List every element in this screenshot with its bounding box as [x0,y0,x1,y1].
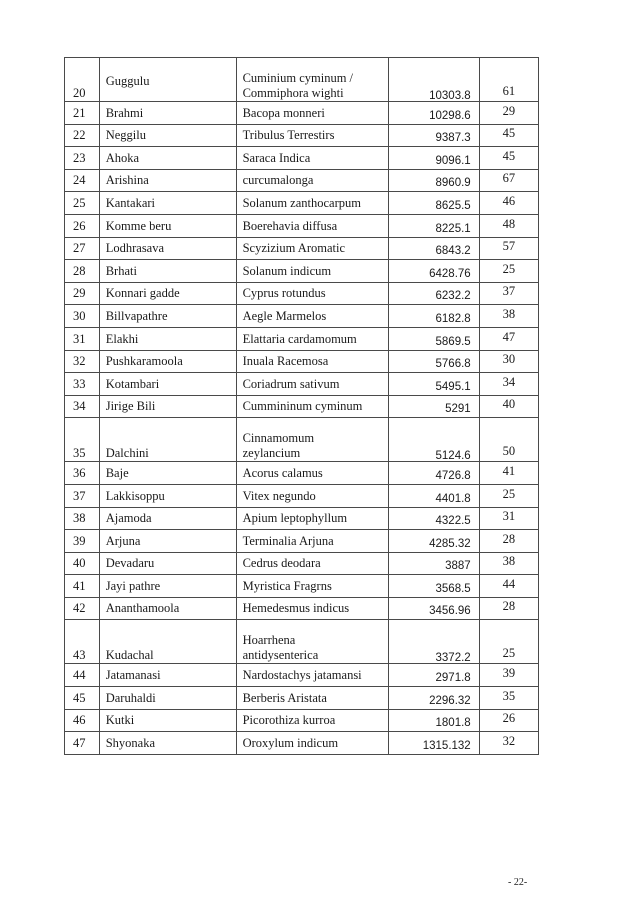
common-name: Ajamoda [105,511,152,526]
value: 5869.5 [435,335,471,348]
count-cell [479,709,538,732]
common-name-cell [99,687,236,710]
row-number: 31 [65,327,100,350]
scientific-name: Inuala Racemosa [242,354,329,369]
table-row [65,507,539,530]
count-cell [479,102,538,125]
scientific-name-cell [236,124,388,147]
common-name: Komme beru [105,218,172,233]
table-row [65,169,539,192]
scientific-name: Apium leptophyllum [242,511,348,526]
scientific-name-cell [236,214,388,237]
value-cell [388,260,479,283]
value-cell [388,58,479,102]
common-name-cell [99,214,236,237]
row-number: 47 [65,732,100,755]
scientific-name: Solanum zanthocarpum [242,195,361,210]
common-name-cell [99,237,236,260]
count-cell [479,395,538,418]
common-name-cell [99,575,236,598]
value-cell [388,102,479,125]
table-row [65,597,539,620]
scientific-name: Cedrus deodara [242,556,321,571]
value-cell [388,687,479,710]
common-name-cell [99,552,236,575]
scientific-name: Hoarrhena [242,633,296,648]
count-cell [479,147,538,170]
count: 31 [502,509,516,524]
scientific-name: Vitex negundo [242,488,316,503]
scientific-name: Cummininum cyminum [242,399,363,414]
value-cell [388,709,479,732]
common-name: Ananthamoola [105,601,180,616]
value: 6232.2 [435,290,471,303]
common-name: Guggulu [105,74,150,88]
count-cell [479,530,538,553]
count: 38 [502,554,516,569]
common-name-cell [99,597,236,620]
count: 34 [502,374,516,389]
count: 25 [502,261,516,276]
table-row [65,305,539,328]
count: 67 [502,171,516,186]
count: 29 [502,103,516,118]
count: 50 [502,444,516,459]
common-name-cell [99,147,236,170]
scientific-name: zeylancium [242,446,301,461]
value-cell [388,350,479,373]
common-name: Brhati [105,263,137,278]
common-name: Neggilu [105,128,146,143]
value: 9096.1 [435,154,471,167]
table-row [65,147,539,170]
value-cell [388,597,479,620]
common-name: Lodhrasava [105,241,165,256]
count: 45 [502,126,516,141]
table-row [65,102,539,125]
common-name-cell [99,350,236,373]
table-row [65,484,539,507]
count: 26 [502,711,516,726]
scientific-name-cell [236,552,388,575]
row-number: 46 [65,709,100,732]
table-row [65,709,539,732]
value-cell [388,169,479,192]
common-name: Konnari gadde [105,286,180,301]
value-cell [388,373,479,396]
row-number: 27 [65,237,100,260]
scientific-name-cell [236,687,388,710]
scientific-name: Boerehavia diffusa [242,218,338,233]
value: 3372.2 [435,652,471,665]
count: 45 [502,148,516,163]
common-name: Shyonaka [105,735,156,750]
common-name-cell [99,507,236,530]
common-name-cell [99,260,236,283]
value: 6182.8 [435,312,471,325]
scientific-name-cell [236,237,388,260]
scientific-name-cell [236,169,388,192]
count-cell [479,327,538,350]
common-name: Kutki [105,713,135,728]
row-number: 35 [65,418,100,462]
count-cell [479,418,538,462]
common-name: Kotambari [105,376,160,391]
row-number: 41 [65,575,100,598]
scientific-name: Aegle Marmelos [242,308,327,323]
scientific-name-cell [236,282,388,305]
scientific-name-cell [236,102,388,125]
value-cell [388,192,479,215]
row-number: 25 [65,192,100,215]
table-row [65,373,539,396]
count-cell [479,282,538,305]
value: 8225.1 [435,222,471,235]
value: 1315.132 [422,739,471,752]
value: 4285.32 [429,537,471,550]
value-cell [388,552,479,575]
row-number: 38 [65,507,100,530]
value: 9387.3 [435,132,471,145]
scientific-name-cell [236,327,388,350]
common-name-cell [99,282,236,305]
scientific-name: Saraca Indica [242,150,311,165]
table-row [65,237,539,260]
count: 38 [502,306,516,321]
row-number: 24 [65,169,100,192]
table-row [65,327,539,350]
value: 3456.96 [429,605,471,618]
scientific-name-cell [236,418,388,462]
value-cell [388,147,479,170]
scientific-name: Berberis Aristata [242,690,327,705]
row-number: 36 [65,462,100,485]
scientific-name: Nardostachys jatamansi [242,668,362,683]
value-cell [388,484,479,507]
table-row [65,687,539,710]
count: 35 [502,688,516,703]
scientific-name: Terminalia Arjuna [242,533,334,548]
table-row [65,192,539,215]
scientific-name: curcumalonga [242,173,314,188]
scientific-name-cell [236,507,388,530]
value: 4322.5 [435,515,471,528]
scientific-name-cell [236,305,388,328]
herb-table-body [65,58,539,755]
table-row [65,552,539,575]
scientific-name: Cinnamomum [242,431,315,446]
row-number: 22 [65,124,100,147]
table-row [65,214,539,237]
common-name: Ahoka [105,150,140,165]
value: 5495.1 [435,380,471,393]
count-cell [479,664,538,687]
scientific-name-cell [236,373,388,396]
scientific-name-cell [236,462,388,485]
value: 8625.5 [435,199,471,212]
count-cell [479,462,538,485]
count: 37 [502,284,516,299]
scientific-name: Solanum indicum [242,263,332,278]
scientific-name: Cyprus rotundus [242,286,326,301]
common-name: Kantakari [105,195,155,210]
value: 2296.32 [429,694,471,707]
value: 6843.2 [435,245,471,258]
row-number: 37 [65,484,100,507]
value: 8960.9 [435,177,471,190]
scientific-name-cell [236,484,388,507]
value-cell [388,237,479,260]
count: 46 [502,193,516,208]
table-row [65,395,539,418]
count-cell [479,597,538,620]
value-cell [388,418,479,462]
row-number: 30 [65,305,100,328]
value: 6428.76 [429,267,471,280]
scientific-name: Commiphora wighti [242,86,344,100]
scientific-name-cell [236,597,388,620]
count-cell [479,732,538,755]
scientific-name: Picorothiza kurroa [242,713,336,728]
scientific-name: Hemedesmus indicus [242,601,350,616]
scientific-name-cell [236,620,388,664]
common-name-cell [99,327,236,350]
common-name-cell [99,58,236,102]
common-name-cell [99,418,236,462]
count-cell [479,575,538,598]
count: 25 [502,486,516,501]
value: 10303.8 [429,90,471,102]
row-number: 29 [65,282,100,305]
common-name: Pushkaramoola [105,354,183,369]
common-name: Kudachal [105,648,154,663]
value: 2971.8 [435,672,471,685]
count: 28 [502,599,516,614]
count-cell [479,214,538,237]
value-cell [388,282,479,305]
count: 44 [502,576,516,591]
scientific-name: Bacopa monneri [242,105,325,120]
table-row [65,418,539,462]
common-name: Arishina [105,173,149,188]
count: 48 [502,216,516,231]
scientific-name-cell [236,395,388,418]
row-number: 43 [65,620,100,664]
scientific-name: antidysenterica [242,648,319,663]
scientific-name: Oroxylum indicum [242,735,339,750]
scientific-name-cell [236,530,388,553]
count-cell [479,58,538,102]
count: 28 [502,531,516,546]
scientific-name-cell [236,260,388,283]
row-number: 39 [65,530,100,553]
value: 4401.8 [435,492,471,505]
table-row [65,620,539,664]
count: 47 [502,329,516,344]
common-name-cell [99,192,236,215]
table-row [65,58,539,102]
value: 3568.5 [435,582,471,595]
scientific-name: Cuminium cyminum / [242,71,354,85]
count-cell [479,373,538,396]
scientific-name-cell [236,147,388,170]
common-name-cell [99,124,236,147]
count-cell [479,124,538,147]
common-name: Jirige Bili [105,399,156,414]
row-number: 28 [65,260,100,283]
value-cell [388,305,479,328]
value: 3887 [445,560,471,573]
scientific-name-cell [236,192,388,215]
row-number: 42 [65,597,100,620]
value-cell [388,214,479,237]
value-cell [388,620,479,664]
scientific-name-cell [236,732,388,755]
common-name-cell [99,709,236,732]
common-name-cell [99,373,236,396]
scientific-name: Tribulus Terrestirs [242,128,335,143]
common-name: Daruhaldi [105,690,156,705]
common-name: Arjuna [105,533,141,548]
scientific-name-cell [236,58,388,102]
scientific-name: Elattaria cardamomum [242,331,357,346]
common-name-cell [99,305,236,328]
table-row [65,462,539,485]
count-cell [479,687,538,710]
common-name-cell [99,732,236,755]
common-name-cell [99,395,236,418]
common-name: Lakkisoppu [105,488,165,503]
row-number: 32 [65,350,100,373]
count-cell [479,484,538,507]
common-name: Jayi pathre [105,578,161,593]
count: 61 [502,84,516,98]
common-name: Elakhi [105,331,139,346]
row-number: 40 [65,552,100,575]
value: 1801.8 [435,717,471,730]
row-number: 26 [65,214,100,237]
count-cell [479,237,538,260]
row-number: 33 [65,373,100,396]
value-cell [388,124,479,147]
table-row [65,124,539,147]
scientific-name-cell [236,664,388,687]
value-cell [388,462,479,485]
value-cell [388,530,479,553]
herb-table [64,57,539,755]
common-name-cell [99,102,236,125]
common-name-cell [99,620,236,664]
count: 32 [502,733,516,748]
count-cell [479,260,538,283]
page-number: - 22- [508,877,528,888]
row-number: 44 [65,664,100,687]
table-row [65,260,539,283]
scientific-name-cell [236,575,388,598]
value: 5291 [445,403,471,416]
row-number: 34 [65,395,100,418]
count-cell [479,169,538,192]
common-name-cell [99,664,236,687]
scientific-name: Scyzizium Aromatic [242,241,345,256]
common-name: Dalchini [105,446,149,461]
value: 5766.8 [435,358,471,371]
count-cell [479,620,538,664]
value: 5124.6 [435,450,471,463]
count-cell [479,350,538,373]
row-number: 23 [65,147,100,170]
table-row [65,575,539,598]
scientific-name: Coriadrum sativum [242,376,340,391]
common-name: Baje [105,465,129,480]
common-name: Devadaru [105,556,155,571]
row-number: 21 [65,102,100,125]
count-cell [479,552,538,575]
table-row [65,282,539,305]
common-name-cell [99,530,236,553]
common-name: Billvapathre [105,308,168,323]
value: 4726.8 [435,469,471,482]
table-row [65,732,539,755]
scientific-name: Myristica Fragrns [242,578,332,593]
scientific-name-cell [236,350,388,373]
count: 39 [502,666,516,681]
table-row [65,664,539,687]
row-number: 45 [65,687,100,710]
count: 40 [502,397,516,412]
row-number: 20 [65,58,100,102]
value-cell [388,732,479,755]
count: 41 [502,463,516,478]
value-cell [388,327,479,350]
scientific-name: Acorus calamus [242,465,323,480]
count-cell [479,507,538,530]
common-name-cell [99,462,236,485]
scientific-name-cell [236,709,388,732]
value-cell [388,664,479,687]
value-cell [388,507,479,530]
count-cell [479,305,538,328]
common-name: Jatamanasi [105,668,161,683]
table-row [65,530,539,553]
common-name-cell [99,484,236,507]
count: 25 [502,646,516,661]
table-row [65,350,539,373]
common-name-cell [99,169,236,192]
count: 57 [502,239,516,254]
value-cell [388,395,479,418]
value-cell [388,575,479,598]
common-name: Brahmi [105,105,144,120]
count-cell [479,192,538,215]
value: 10298.6 [429,109,471,122]
count: 30 [502,352,516,367]
